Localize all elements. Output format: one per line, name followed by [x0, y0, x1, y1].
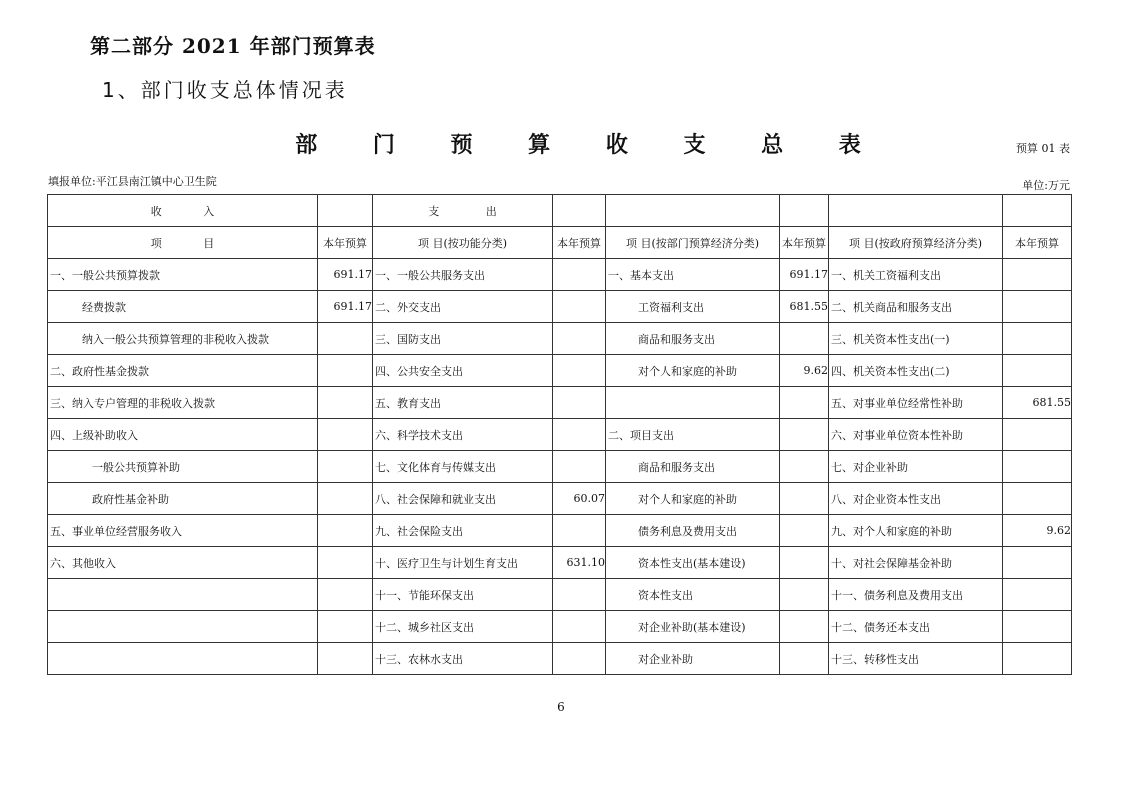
income-item: 一、一般公共预算拨款	[48, 259, 318, 291]
func-item: 五、教育支出	[373, 387, 553, 419]
gov-amount: 681.55	[1003, 387, 1072, 419]
table-row	[48, 355, 1072, 387]
dept-amount	[780, 323, 829, 355]
gov-econ-item-header: 项 目(按政府预算经济分类)	[829, 227, 1003, 259]
income-item	[48, 611, 318, 643]
gov-item: 四、机关资本性支出(二)	[829, 355, 1003, 387]
dept-amount: 681.55	[780, 291, 829, 323]
gov-amount: 9.62	[1003, 515, 1072, 547]
func-item: 十、医疗卫生与计划生育支出	[373, 547, 553, 579]
income-amount	[318, 515, 373, 547]
income-amount	[318, 643, 373, 675]
income-amount	[318, 547, 373, 579]
income-item-header: 项 目	[48, 227, 318, 259]
income-amount	[318, 355, 373, 387]
dept-amount	[780, 643, 829, 675]
income-group-header: 收 入	[48, 195, 318, 227]
func-item: 七、文化体育与传媒支出	[373, 451, 553, 483]
dept-item: 二、项目支出	[606, 419, 780, 451]
dept-item: 工资福利支出	[606, 291, 780, 323]
gov-amount	[1003, 643, 1072, 675]
dept-item: 对企业补助	[606, 643, 780, 675]
dept-item: 债务利息及费用支出	[606, 515, 780, 547]
table-row	[48, 483, 1072, 515]
gov-amount	[1003, 419, 1072, 451]
dept-item: 商品和服务支出	[606, 323, 780, 355]
table-title: 部 门 预 算 收 支 总 表	[295, 132, 885, 158]
gov-amount	[1003, 323, 1072, 355]
budget-header: 本年预算	[318, 227, 373, 259]
gov-item: 七、对企业补助	[829, 451, 1003, 483]
func-item: 十二、城乡社区支出	[373, 611, 553, 643]
gov-item: 三、机关资本性支出(一)	[829, 323, 1003, 355]
gov-item: 一、机关工资福利支出	[829, 259, 1003, 291]
income-item: 二、政府性基金拨款	[48, 355, 318, 387]
income-amount: 691.17	[318, 259, 373, 291]
income-amount: 691.17	[318, 291, 373, 323]
form-number: 预算 01 表	[1016, 142, 1070, 155]
gov-amount	[1003, 483, 1072, 515]
table-row	[48, 259, 1072, 291]
gov-item: 十一、债务利息及费用支出	[829, 579, 1003, 611]
gov-amount	[1003, 259, 1072, 291]
dept-amount	[780, 611, 829, 643]
dept-amount	[780, 579, 829, 611]
func-amount: 631.10	[553, 547, 606, 579]
func-amount	[553, 419, 606, 451]
func-amount	[553, 611, 606, 643]
dept-item: 商品和服务支出	[606, 451, 780, 483]
dept-item: 对个人和家庭的补助	[606, 483, 780, 515]
gov-amount	[1003, 611, 1072, 643]
gov-item: 二、机关商品和服务支出	[829, 291, 1003, 323]
income-item: 一般公共预算补助	[48, 451, 318, 483]
filing-unit: 填报单位:平江县南江镇中心卫生院	[48, 175, 217, 188]
func-amount	[553, 515, 606, 547]
dept-amount	[780, 547, 829, 579]
income-item: 经费拨款	[48, 291, 318, 323]
table-row	[48, 515, 1072, 547]
func-item: 十一、节能环保支出	[373, 579, 553, 611]
table-row	[48, 291, 1072, 323]
table-row	[48, 547, 1072, 579]
currency-unit: 单位:万元	[1022, 179, 1070, 192]
income-item: 三、纳入专户管理的非税收入拨款	[48, 387, 318, 419]
gov-item: 十三、转移性支出	[829, 643, 1003, 675]
budget-header: 本年预算	[1003, 227, 1072, 259]
table-row	[48, 611, 1072, 643]
gov-amount	[1003, 547, 1072, 579]
budget-header: 本年预算	[780, 227, 829, 259]
income-item: 四、上级补助收入	[48, 419, 318, 451]
dept-item: 一、基本支出	[606, 259, 780, 291]
table-row	[48, 419, 1072, 451]
dept-amount: 691.17	[780, 259, 829, 291]
dept-amount	[780, 483, 829, 515]
func-amount	[553, 259, 606, 291]
table-row	[48, 387, 1072, 419]
gov-item: 十二、债务还本支出	[829, 611, 1003, 643]
func-amount: 60.07	[553, 483, 606, 515]
dept-item: 资本性支出(基本建设)	[606, 547, 780, 579]
table-subheading: 1、部门收支总体情况表	[102, 78, 348, 102]
gov-amount	[1003, 451, 1072, 483]
dept-amount	[780, 419, 829, 451]
func-item: 二、外交支出	[373, 291, 553, 323]
expenditure-group-header: 支 出	[373, 195, 553, 227]
func-amount	[553, 291, 606, 323]
budget-table	[47, 194, 1072, 675]
dept-amount	[780, 515, 829, 547]
table-row	[48, 579, 1072, 611]
income-item: 政府性基金补助	[48, 483, 318, 515]
income-item	[48, 643, 318, 675]
func-amount	[553, 323, 606, 355]
dept-item: 对个人和家庭的补助	[606, 355, 780, 387]
income-item: 五、事业单位经营服务收入	[48, 515, 318, 547]
func-item: 三、国防支出	[373, 323, 553, 355]
budget-header: 本年预算	[553, 227, 606, 259]
group-header-row	[48, 195, 1072, 227]
dept-item	[606, 387, 780, 419]
dept-item: 资本性支出	[606, 579, 780, 611]
income-amount	[318, 419, 373, 451]
column-header-row	[48, 227, 1072, 259]
dept-econ-item-header: 项 目(按部门预算经济分类)	[606, 227, 780, 259]
dept-item: 对企业补助(基本建设)	[606, 611, 780, 643]
gov-amount	[1003, 579, 1072, 611]
table-row	[48, 323, 1072, 355]
func-amount	[553, 451, 606, 483]
func-amount	[553, 355, 606, 387]
section-heading: 第二部分 2021 年部门预算表	[90, 34, 376, 58]
income-item: 六、其他收入	[48, 547, 318, 579]
func-item: 四、公共安全支出	[373, 355, 553, 387]
func-item: 六、科学技术支出	[373, 419, 553, 451]
func-item: 一、一般公共服务支出	[373, 259, 553, 291]
dept-amount	[780, 451, 829, 483]
func-item: 八、社会保障和就业支出	[373, 483, 553, 515]
income-amount	[318, 611, 373, 643]
func-amount	[553, 387, 606, 419]
income-amount	[318, 323, 373, 355]
dept-amount	[780, 387, 829, 419]
income-amount	[318, 387, 373, 419]
gov-item: 八、对企业资本性支出	[829, 483, 1003, 515]
income-item	[48, 579, 318, 611]
page-number: 6	[557, 700, 565, 714]
gov-item: 九、对个人和家庭的补助	[829, 515, 1003, 547]
income-item: 纳入一般公共预算管理的非税收入拨款	[48, 323, 318, 355]
dept-amount: 9.62	[780, 355, 829, 387]
func-item-header: 项 目(按功能分类)	[373, 227, 553, 259]
income-amount	[318, 483, 373, 515]
income-amount	[318, 579, 373, 611]
gov-amount	[1003, 355, 1072, 387]
func-amount	[553, 643, 606, 675]
table-row	[48, 451, 1072, 483]
gov-item: 十、对社会保障基金补助	[829, 547, 1003, 579]
func-amount	[553, 579, 606, 611]
gov-amount	[1003, 291, 1072, 323]
gov-item: 五、对事业单位经常性补助	[829, 387, 1003, 419]
income-amount	[318, 451, 373, 483]
func-item: 十三、农林水支出	[373, 643, 553, 675]
gov-item: 六、对事业单位资本性补助	[829, 419, 1003, 451]
table-row	[48, 643, 1072, 675]
func-item: 九、社会保险支出	[373, 515, 553, 547]
